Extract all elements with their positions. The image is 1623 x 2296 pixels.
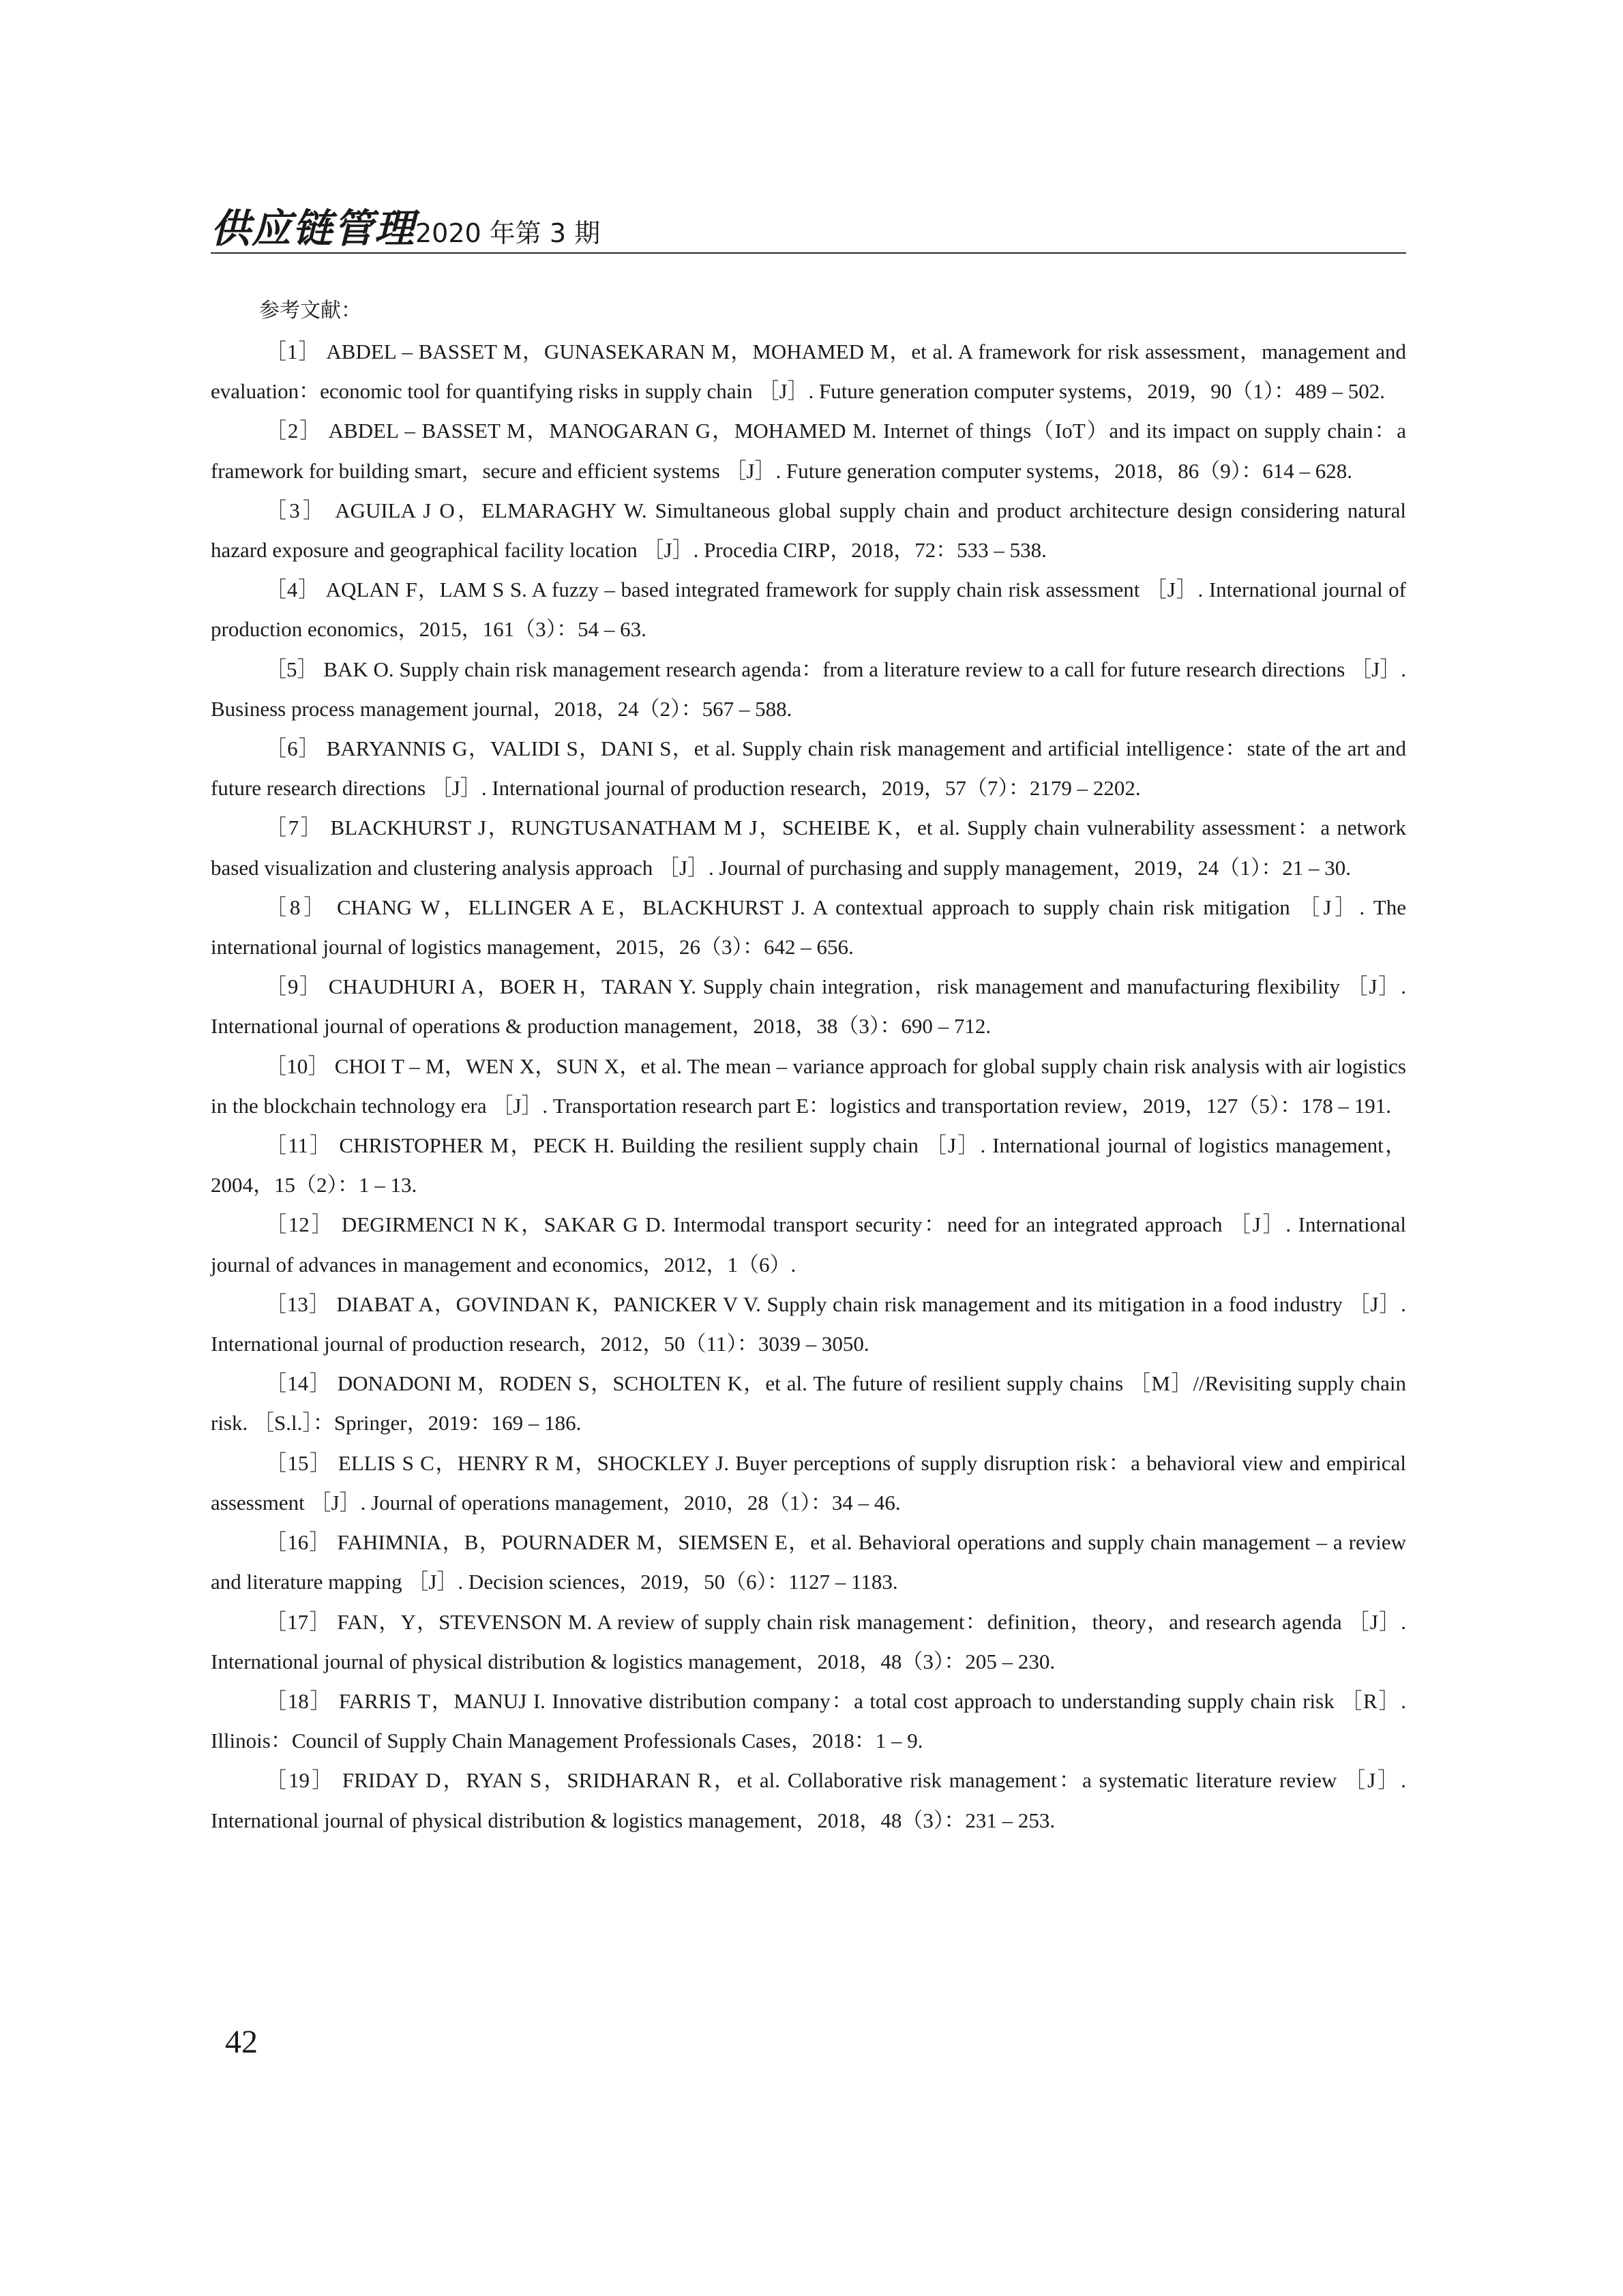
reference-item: ［18］ FARRIS T，MANUJ I. Innovative distribution company：a total cost approach to understanding supply chain risk ［R］. Illinois：Council of Supply Chain Management Professionals Cases，2018：1 – 9. xyxy=(211,1688,1406,1753)
reference-item: ［17］ FAN，Y，STEVENSON M. A review of supply chain risk management：definition，theory，and research agenda ［J］. International journal of physical distribution & logistics management，2018，48（3）：205 – 230. xyxy=(211,1609,1406,1673)
reference-item: ［8］ CHANG W，ELLINGER A E，BLACKHURST J. A contextual approach to supply chain risk mitigation ［J］. The international journal of logistics management，2015，26（3）：642 – 656. xyxy=(211,895,1406,959)
reference-item: ［12］ DEGIRMENCI N K，SAKAR G D. Intermodal transport security：need for an integrated approach ［J］. International journal of advances in management and economics，2012，1（6）. xyxy=(211,1212,1406,1277)
reference-item: ［16］ FAHIMNIA，B，POURNADER M，SIEMSEN E，et al. Behavioral operations and supply chain management – a review and literature mapping ［J］. Decision sciences，2019，50（6）：1127 – 1183. xyxy=(211,1530,1406,1594)
reference-item: ［5］ BAK O. Supply chain risk management research agenda：from a literature review to a call for future research directions ［J］. Business process management journal，2018，24（2）：567 – 588. xyxy=(211,657,1406,721)
reference-item: ［19］ FRIDAY D，RYAN S，SRIDHARAN R，et al. Collaborative risk management：a systematic literature review ［J］. International journal of physical distribution & logistics management，2018，48（3）：231 – 253. xyxy=(211,1768,1406,1832)
reference-item: ［14］ DONADONI M，RODEN S，SCHOLTEN K，et al. The future of resilient supply chains ［M］//Revisiting supply chain risk. ［S.l.］：Springer，2019：169 – 186. xyxy=(211,1371,1406,1435)
reference-item: ［1］ ABDEL – BASSET M，GUNASEKARAN M，MOHAMED M，et al. A framework for risk assessment，management and evaluation：economic tool for quantifying risks in supply chain ［J］. Future generation computer systems，2019，90（1）：489 – 502. xyxy=(211,340,1406,404)
reference-item: ［3］ AGUILA J O，ELMARAGHY W. Simultaneous global supply chain and product architecture design considering natural hazard exposure and geographical facility location ［J］. Procedia CIRP，2018，72：533 – 538. xyxy=(211,498,1406,563)
reference-item: ［2］ ABDEL – BASSET M，MANOGARAN G，MOHAMED M. Internet of things（IoT）and its impact on supply chain：a framework for building smart，secure and efficient systems ［J］. Future generation computer systems，2018，86（9）：614 – 628. xyxy=(211,419,1406,483)
reference-item: ［4］ AQLAN F，LAM S S. A fuzzy – based integrated framework for supply chain risk assessment ［J］. International journal of production economics，2015，161（3）：54 – 63. xyxy=(211,578,1406,642)
reference-item: ［13］ DIABAT A，GOVINDAN K，PANICKER V V. Supply chain risk management and its mitigation in a food industry ［J］. International journal of production research，2012，50（11）：3039 – 3050. xyxy=(211,1292,1406,1356)
issue-label: 2020 年第 3 期 xyxy=(415,218,601,248)
reference-item: ［7］ BLACKHURST J，RUNGTUSANATHAM M J，SCHEIBE K，et al. Supply chain vulnerability assessment：a network based visualization and clustering analysis approach ［J］. Journal of purchasing and supply management，2019，24（1）：21 – 30. xyxy=(211,816,1406,880)
page-number: 42 xyxy=(225,2024,258,2060)
reference-list xyxy=(211,332,1406,1840)
references-heading: 参考文献： xyxy=(259,299,361,323)
header-rule xyxy=(211,252,1406,254)
reference-item: ［11］ CHRISTOPHER M，PECK H. Building the resilient supply chain ［J］. International journal of logistics management，2004，15（2）：1 – 13. xyxy=(211,1133,1406,1197)
journal-name-logo: 供应链管理 xyxy=(211,205,416,252)
reference-item: ［6］ BARYANNIS G，VALIDI S，DANI S，et al. Supply chain risk management and artificial intelligence：state of the art and future research directions ［J］. International journal of production research，2019，57（7）：2179 – 2202. xyxy=(211,736,1406,801)
reference-item: ［15］ ELLIS S C，HENRY R M，SHOCKLEY J. Buyer perceptions of supply disruption risk：a behavioral view and empirical assessment ［J］. Journal of operations management，2010，28（1）：34 – 46. xyxy=(211,1450,1406,1515)
reference-item: ［10］ CHOI T – M，WEN X，SUN X，et al. The mean – variance approach for global supply chain risk analysis with air logistics in the blockchain technology era ［J］. Transportation research part E：logistics and transportation review，2019，127（5）：178 – 191. xyxy=(211,1054,1406,1118)
running-header xyxy=(211,205,1406,252)
reference-item: ［9］ CHAUDHURI A，BOER H，TARAN Y. Supply chain integration，risk management and manufacturing flexibility ［J］. International journal of operations & production management，2018，38（3）：690 – 712. xyxy=(211,974,1406,1039)
